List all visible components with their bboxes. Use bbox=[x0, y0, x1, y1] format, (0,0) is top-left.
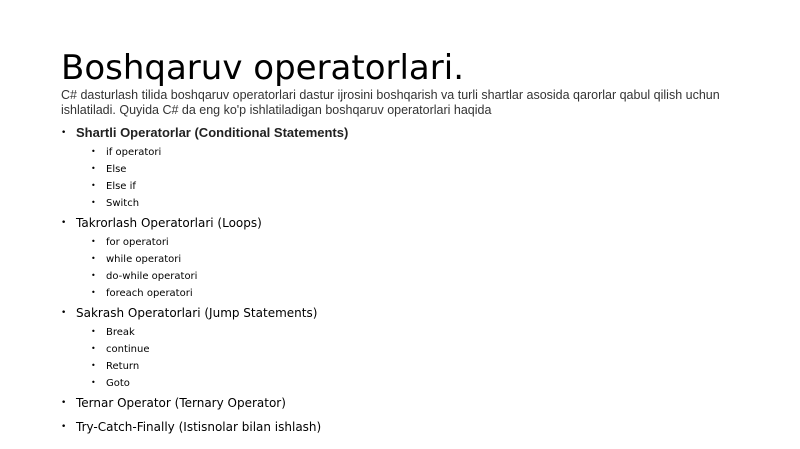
group-item-list bbox=[76, 324, 771, 392]
list-item bbox=[76, 234, 771, 251]
list-item-label: Switch bbox=[106, 198, 140, 209]
list-item-label: continue bbox=[106, 344, 150, 355]
list-item-label: Else if bbox=[106, 181, 136, 192]
bullet-icon: • bbox=[91, 271, 96, 280]
list-item bbox=[76, 178, 771, 195]
group-item-list bbox=[76, 234, 771, 302]
list-item-label: foreach operatori bbox=[106, 288, 193, 299]
bullet-icon: • bbox=[91, 327, 96, 336]
bullet-icon: • bbox=[61, 128, 67, 138]
bullet-icon: • bbox=[61, 308, 67, 318]
bullet-icon: • bbox=[91, 237, 96, 246]
group-item-list bbox=[76, 144, 771, 212]
bullet-icon: • bbox=[91, 181, 96, 190]
list-item-label: Goto bbox=[106, 378, 130, 389]
operator-group bbox=[61, 304, 771, 392]
slide-title: Boshqaruv operatorlari. bbox=[61, 48, 465, 88]
bullet-icon: • bbox=[61, 218, 67, 228]
operator-group-list bbox=[61, 124, 771, 436]
list-item bbox=[76, 358, 771, 375]
list-item-label: Return bbox=[106, 361, 140, 372]
slide-content bbox=[61, 124, 771, 438]
list-item-label: while operatori bbox=[106, 254, 182, 265]
list-item bbox=[76, 144, 771, 161]
bullet-icon: • bbox=[91, 254, 96, 263]
bullet-icon: • bbox=[91, 378, 96, 387]
list-item-label: do-while operatori bbox=[106, 271, 198, 282]
bullet-icon: • bbox=[91, 361, 96, 370]
list-item-label: if operatori bbox=[106, 147, 162, 158]
group-label-try-catch: Try-Catch-Finally (Istisnolar bilan ishlash) bbox=[76, 420, 322, 434]
operator-group bbox=[61, 418, 771, 436]
group-label-jump: Sakrash Operatorlari (Jump Statements) bbox=[76, 306, 318, 320]
list-item bbox=[76, 268, 771, 285]
list-item-label: Else bbox=[106, 164, 127, 175]
list-item bbox=[76, 251, 771, 268]
operator-group bbox=[61, 214, 771, 302]
list-item bbox=[76, 375, 771, 392]
group-label-loops: Takrorlash Operatorlari (Loops) bbox=[76, 216, 262, 230]
bullet-icon: • bbox=[91, 198, 96, 207]
list-item bbox=[76, 161, 771, 178]
operator-group bbox=[61, 124, 771, 212]
bullet-icon: • bbox=[61, 422, 67, 432]
bullet-icon: • bbox=[91, 344, 96, 353]
group-label-conditional: Shartli Operatorlar (Conditional Statements) bbox=[76, 125, 349, 140]
operator-group bbox=[61, 394, 771, 412]
list-item bbox=[76, 341, 771, 358]
group-label-ternary: Ternar Operator (Ternary Operator) bbox=[76, 396, 286, 410]
bullet-icon: • bbox=[91, 164, 96, 173]
bullet-icon: • bbox=[61, 398, 67, 408]
bullet-icon: • bbox=[91, 288, 96, 297]
list-item bbox=[76, 195, 771, 212]
slide-intro: C# dasturlash tilida boshqaruv operatorlari dastur ijrosini boshqarish va turli shartlar asosida qarorlar qabul qilish uchun ishlatiladi. Quyida C# da eng ko'p ishlatiladigan boshqaruv operatorlari haqida bbox=[61, 88, 720, 117]
list-item-label: for operatori bbox=[106, 237, 169, 248]
list-item bbox=[76, 324, 771, 341]
list-item-label: Break bbox=[106, 327, 135, 338]
list-item bbox=[76, 285, 771, 302]
bullet-icon: • bbox=[91, 147, 96, 156]
